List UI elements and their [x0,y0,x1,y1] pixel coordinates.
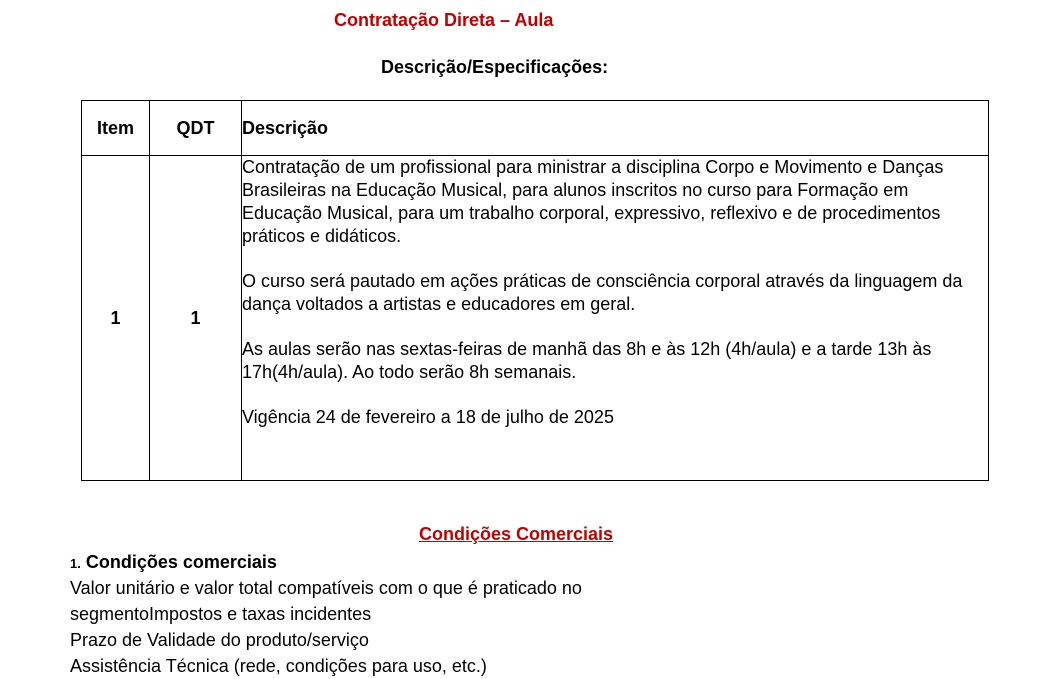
condition-line: Assistência Técnica (rede, condições para uso, etc.) [70,656,487,676]
condition-line: Prazo de Validade do produto/serviço [70,630,369,650]
header-description: Descrição [242,101,989,156]
condition-line: segmentoImpostos e taxas incidentes [70,604,372,624]
section-title-text: Condições comerciais [85,552,277,572]
cell-quantity: 1 [150,156,242,481]
description-paragraph: Vigência 24 de fevereiro a 18 de julho de 2025 [242,407,614,427]
description-paragraph: Contratação de um profissional para ministrar a disciplina Corpo e Movimento e Danças Brasileiras na Educação Musical, para alunos inscritos no curso para Formação em Educação Musical, para um trabalho corporal, expressivo, reflexivo e de procedimentos práticos e didáticos. [242,157,944,246]
specifications-table [81,100,989,481]
cell-description [242,156,989,481]
document-title: Contratação Direta – Aula [334,10,554,30]
condition-line: Valor unitário e valor total compatíveis com o que é praticado no [70,578,582,598]
section-title [70,551,710,575]
table-row [82,156,989,481]
section-number: 1. [70,556,81,571]
description-paragraph: O curso será pautado em ações práticas de consciência corporal através da linguagem da dança voltados a artistas e educadores em geral. [242,271,963,314]
commercial-conditions-section [70,551,710,679]
table-header-row [82,101,989,156]
description-paragraph: As aulas serão nas sextas-feiras de manhã das 8h e às 12h (4h/aula) e a tarde 13h às 17h(4h/aula). Ao todo serão 8h semanais. [242,339,932,382]
header-item: Item [82,101,150,156]
specifications-heading: Descrição/Especificações: [381,57,609,77]
commercial-conditions-heading: Condições Comerciais [419,524,614,544]
cell-item-number: 1 [82,156,150,481]
header-qdt: QDT [150,101,242,156]
